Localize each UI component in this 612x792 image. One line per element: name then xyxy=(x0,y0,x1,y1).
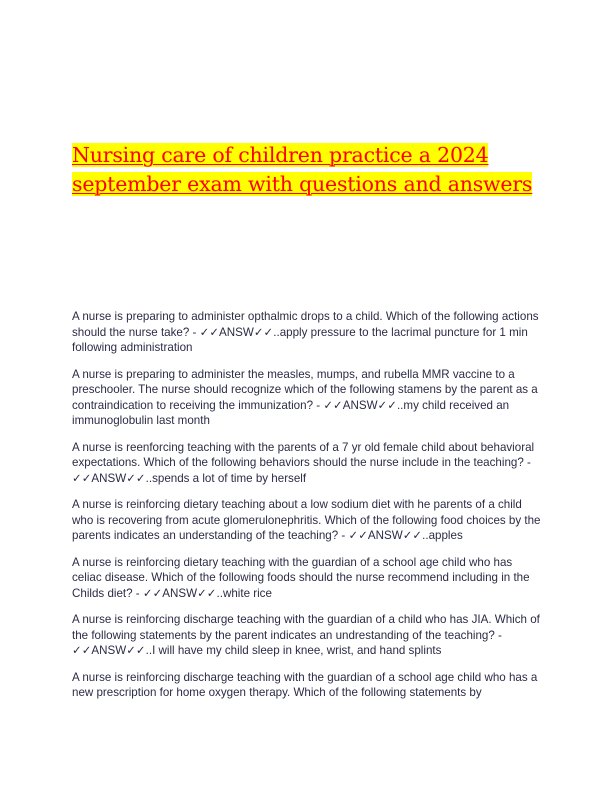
qa-item: A nurse is reinforcing discharge teaching with the guardian of a school age child who has a new prescription for home oxygen therapy. Which of the following statements by xyxy=(72,670,538,699)
qa-item: A nurse is reinforcing dietary teaching about a low sodium diet with he parents of a child who is recovering from acute glomerulonephritis. Which of the following food choices by the parents indicates an understanding of the teaching? - ✓✓ANSW✓✓..apples xyxy=(72,498,541,542)
qa-item: A nurse is preparing to administer opthalmic drops to a child. Which of the following actions should the nurse take? - ✓✓ANSW✓✓..apply pressure to the lacrimal puncture for 1 min following administration xyxy=(72,310,539,354)
qa-item: A nurse is reenforcing teaching with the parents of a 7 yr old female child about behavioral expectations. Which of the following behaviors should the nurse include in the teaching? - ✓✓ANSW✓✓..spends a lot of time by herself xyxy=(72,440,535,485)
document-title xyxy=(72,141,542,199)
qa-item: A nurse is reinforcing discharge teaching with the guardian of a child who has JIA. Which of the following statements by the parent indicates an undrestanding of the teaching? - ✓✓ANSW✓✓..I will have my child sleep in knee, wrist, and hand splints xyxy=(72,613,540,657)
question-answer-list xyxy=(72,309,544,712)
qa-item: A nurse is reinforcing dietary teaching with the guardian of a school age child who has celiac disease. Which of the following foods should the nurse recommend including in the Childs diet? - ✓✓ANSW✓✓..white rice xyxy=(72,555,530,600)
qa-item: A nurse is preparing to administer the measles, mumps, and rubella MMR vaccine to a preschooler. The nurse should recognize which of the following stamens by the parent as a contraindication to receiving the immunization? - ✓✓ANSW✓✓..my child received an immunoglobulin last month xyxy=(72,367,538,427)
title-line-2: september exam with questions and answers xyxy=(72,172,533,196)
title-line-1: Nursing care of children practice a 2024 xyxy=(72,143,489,167)
